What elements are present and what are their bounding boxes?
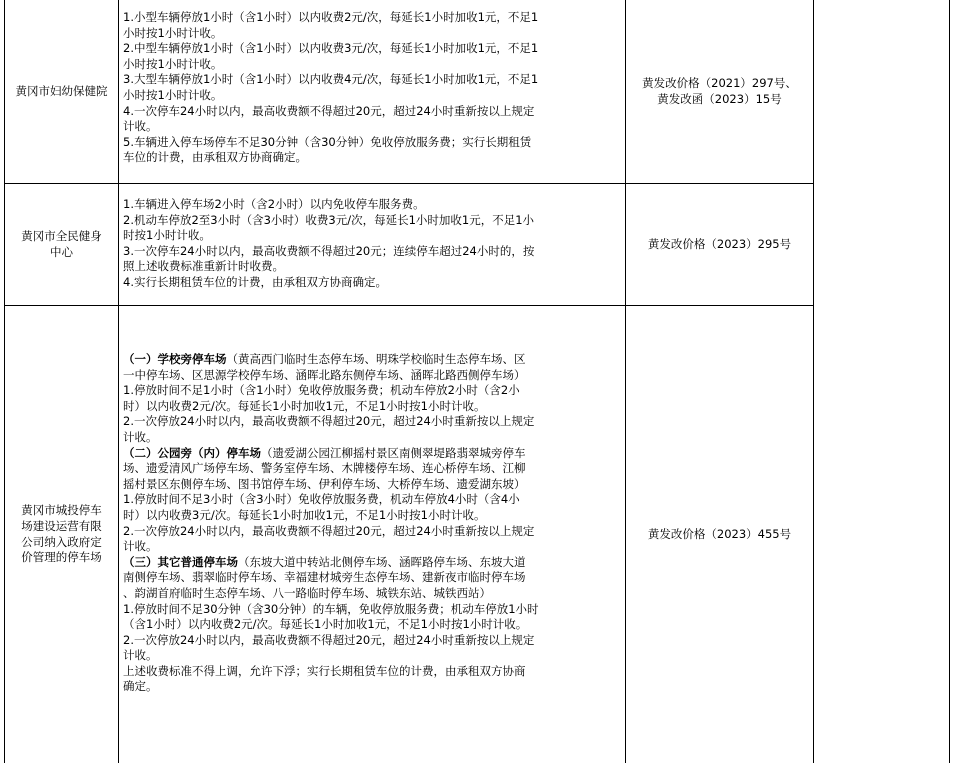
row-3-note: 上述收费标准不得上调，允许下浮；实行长期租赁车位的计费，由承租双方协商 确定。 <box>123 663 526 694</box>
row-2-name: 黄冈市全民健身 中心 <box>21 228 102 259</box>
row-1-name: 黄冈市妇幼保健院 <box>15 83 108 98</box>
row-3-name: 黄冈市城投停车 场建设运营有限 公司纳入政府定 价管理的停车场 <box>21 503 102 565</box>
row-1-item-1: 1.小型车辆停放1小时（含1小时）以内收费2元/次，每延长1小时加收1元，不足1 小时按1小时计收。 <box>123 10 539 40</box>
row-3-section-1-text <box>123 352 623 383</box>
row-3-section-2-detail: （遗爱湖公园江柳摇村景区南侧翠堤路翡翠城旁停车 场、遗爱清风广场停车场、警务室停车场、木牌楼停车场、连心桥停车场、江柳 摇村景区东侧停车场、图书馆停车场、伊利停车场、大桥停车场、遗爱湖东坡） <box>123 445 526 491</box>
row-3-section-3-detail: （东坡大道中转站北侧停车场、涵晖路停车场、东坡大道 南侧停车场、翡翠临时停车场、幸福建材城旁生态停车场、建新夜市临时停车场 、韵湖首府临时生态停车场、八一路临时停车场、城铁东站、城铁西站） <box>123 554 526 600</box>
row-1-item-2: 2.中型车辆停放1小时（含1小时）以内收费3元/次，每延长1小时加收1元，不足1 小时按1小时计收。 <box>123 41 539 71</box>
border-col3 <box>813 0 814 763</box>
row-2-item-3: 3.一次停车24小时以内，最高收费额不得超过20元；连续停车超过24小时的，按 照上述收费标准重新计时收费。 <box>123 243 535 274</box>
row-3-name-cell <box>5 306 118 763</box>
border-right <box>949 0 950 763</box>
row-3-section-3-item-2: 2.一次停放24小时以内，最高收费额不得超过20元，超过24小时重新按以上规定 计收。 <box>123 632 535 663</box>
row-3-description <box>119 352 625 695</box>
row-2-name-cell <box>5 184 118 305</box>
row-3-section-1-head: （一）学校旁停车场 <box>123 352 227 366</box>
row-1-item-5: 5.车辆进入停车场停车不足30分钟（含30分钟）免收停放服务费；实行长期租赁 车位的计费，由承租双方协商确定。 <box>123 134 532 165</box>
row-2-ref-cell <box>626 184 813 305</box>
row-3-section-3-item-1: 1.停放时间不足30分钟（含30分钟）的车辆，免收停放服务费；机动车停放1小时 （含1小时）以内收费2元/次。每延长1小时加收1元，不足1小时按1小时计收。 <box>123 601 539 632</box>
row-3-section-3-head: （三）其它普通停车场 <box>123 554 238 569</box>
row-3-section-2-item-1: 1.停放时间不足3小时（含3小时）免收停放服务费，机动车停放4小时（含4小 时）以内收费3元/次。每延长1小时加收1元，不足1小时按1小时计收。 <box>123 492 520 522</box>
row-1-ref-cell <box>626 0 813 183</box>
row-3-section-1-detail: （黄高西门临时生态停车场、明珠学校临时生态停车场、区 一中停车场、区思源学校停车场、涵晖北路东侧停车场、涵晖北路西侧停车场） <box>123 352 526 382</box>
row-2-description <box>119 197 625 291</box>
row-3-section-1-item-1: 1.停放时间不足1小时（含1小时）免收停放服务费；机动车停放2小时（含2小 时）以内收费2元/次。每延长1小时加收1元，不足1小时按1小时计收。 <box>123 383 520 413</box>
row-3-section-2-item-2: 2.一次停放24小时以内，最高收费额不得超过20元，超过24小时重新按以上规定 计收。 <box>123 523 535 554</box>
row-2-item-4: 4.实行长期租赁车位的计费，由承租双方协商确定。 <box>123 274 387 289</box>
row-1-ref: 黄发改价格（2021）297号、 黄发改函（2023）15号 <box>642 75 797 106</box>
row-2-item-1: 1.车辆进入停车场2小时（含2小时）以内免收停车服务费。 <box>123 197 425 211</box>
row-3-section-2-text <box>123 446 623 493</box>
row-1-item-3: 3.大型车辆停放1小时（含1小时）以内收费4元/次，每延长1小时加收1元，不足1 小时按1小时计收。 <box>123 72 539 102</box>
row-3-ref-cell <box>626 306 813 763</box>
row-3-ref: 黄发改价格（2023）455号 <box>647 526 792 541</box>
row-1-description <box>119 10 625 166</box>
row-1-name-cell <box>5 0 118 183</box>
row-3-section-1-item-2: 2.一次停放24小时以内，最高收费额不得超过20元，超过24小时重新按以上规定 计收。 <box>123 414 535 444</box>
row-3-section-2-head: （二）公园旁（内）停车场 <box>123 445 261 460</box>
row-2-item-2: 2.机动车停放2至3小时（含3小时）收费3元/次，每延长1小时加收1元，不足1小 时按1小时计收。 <box>123 212 535 243</box>
row-1-item-4: 4.一次停车24小时以内，最高收费额不得超过20元，超过24小时重新按以上规定 计收。 <box>123 103 535 134</box>
row-2-ref: 黄发改价格（2023）295号 <box>647 236 792 251</box>
row-3-section-3-text <box>123 555 623 602</box>
